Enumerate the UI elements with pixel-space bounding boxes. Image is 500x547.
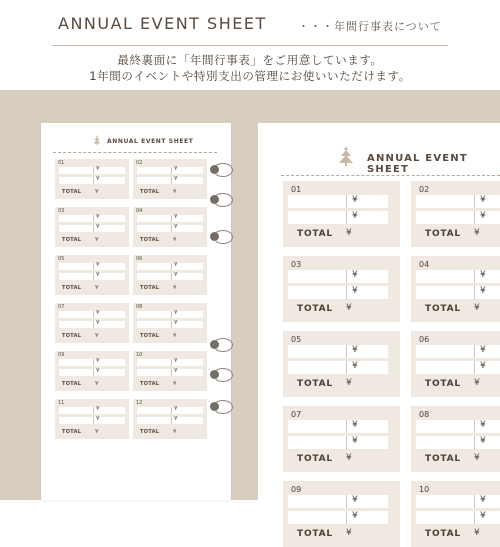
yen-sign: ¥ — [480, 436, 486, 446]
small-sheet-preview — [41, 123, 231, 500]
month-card — [283, 481, 400, 547]
total-label: TOTAL — [140, 237, 160, 243]
amount-row — [137, 273, 203, 280]
month-card — [283, 181, 400, 247]
yen-sign: ¥ — [174, 368, 178, 374]
yen-sign: ¥ — [352, 420, 358, 430]
yen-sign: ¥ — [95, 333, 99, 339]
divider — [52, 45, 448, 46]
row-divider — [171, 263, 172, 270]
row-divider — [171, 167, 172, 174]
yen-sign: ¥ — [174, 406, 178, 412]
yen-sign: ¥ — [96, 358, 100, 364]
amount-row — [59, 215, 125, 222]
yen-sign: ¥ — [480, 211, 486, 221]
month-card — [411, 181, 500, 247]
row-divider — [474, 286, 475, 299]
month-number: 07 — [291, 410, 302, 419]
total-label: TOTAL — [62, 333, 82, 339]
amount-row — [59, 359, 125, 366]
dotted-divider — [53, 152, 217, 153]
amount-row — [288, 495, 388, 508]
amount-row — [416, 195, 500, 208]
row-divider — [474, 211, 475, 224]
row-divider — [93, 321, 94, 328]
page-title: ANNUAL EVENT SHEET — [58, 14, 267, 33]
about-link[interactable]: ・・・年間行事表について — [298, 20, 442, 33]
yen-sign: ¥ — [96, 176, 100, 182]
amount-row — [137, 321, 203, 328]
month-number: 02 — [419, 185, 430, 194]
amount-row — [288, 286, 388, 299]
month-number: 04 — [136, 208, 143, 214]
month-card — [55, 255, 129, 295]
total-label: TOTAL — [62, 381, 82, 387]
amount-row — [416, 211, 500, 224]
yen-sign: ¥ — [352, 436, 358, 446]
row-divider — [346, 495, 347, 508]
yen-sign: ¥ — [346, 453, 352, 463]
yen-sign: ¥ — [174, 272, 178, 278]
yen-sign: ¥ — [95, 429, 99, 435]
yen-sign: ¥ — [95, 237, 99, 243]
month-card — [411, 331, 500, 397]
row-divider — [93, 177, 94, 184]
yen-sign: ¥ — [174, 320, 178, 326]
row-divider — [93, 167, 94, 174]
yen-sign: ¥ — [352, 270, 358, 280]
row-divider — [346, 511, 347, 524]
binder-ring-icon — [213, 163, 233, 177]
month-card — [411, 256, 500, 322]
month-card — [133, 351, 207, 391]
month-card — [133, 399, 207, 439]
row-divider — [346, 211, 347, 224]
month-number: 07 — [58, 304, 65, 310]
yen-sign: ¥ — [173, 333, 177, 339]
total-label: TOTAL — [297, 304, 333, 314]
month-number: 06 — [136, 256, 143, 262]
row-divider — [346, 436, 347, 449]
row-divider — [346, 270, 347, 283]
yen-sign: ¥ — [173, 429, 177, 435]
row-divider — [474, 195, 475, 208]
yen-sign: ¥ — [346, 303, 352, 313]
yen-sign: ¥ — [96, 262, 100, 268]
amount-row — [416, 361, 500, 374]
amount-row — [137, 263, 203, 270]
month-card — [133, 159, 207, 199]
amount-row — [416, 436, 500, 449]
total-label: TOTAL — [62, 189, 82, 195]
amount-row — [59, 273, 125, 280]
total-label: TOTAL — [297, 229, 333, 239]
row-divider — [171, 215, 172, 222]
total-label: TOTAL — [425, 454, 461, 464]
description-line-2: 1年間のイベントや特別支出の管理にお使いいただけます。 — [89, 69, 411, 83]
month-card — [411, 406, 500, 472]
row-divider — [346, 195, 347, 208]
yen-sign: ¥ — [352, 286, 358, 296]
month-number: 09 — [291, 485, 302, 494]
amount-row — [137, 359, 203, 366]
amount-row — [137, 225, 203, 232]
total-label: TOTAL — [425, 304, 461, 314]
month-number: 06 — [419, 335, 430, 344]
total-label: TOTAL — [62, 237, 82, 243]
month-number: 03 — [58, 208, 65, 214]
yen-sign: ¥ — [173, 381, 177, 387]
row-divider — [346, 361, 347, 374]
yen-sign: ¥ — [346, 228, 352, 238]
row-divider — [474, 345, 475, 358]
month-number: 09 — [58, 352, 65, 358]
row-divider — [474, 511, 475, 524]
month-card — [411, 481, 500, 547]
amount-row — [59, 417, 125, 424]
yen-sign: ¥ — [352, 211, 358, 221]
row-divider — [93, 407, 94, 414]
total-label: TOTAL — [62, 429, 82, 435]
amount-row — [59, 263, 125, 270]
amount-row — [288, 436, 388, 449]
total-label: TOTAL — [140, 189, 160, 195]
yen-sign: ¥ — [96, 214, 100, 220]
description-line-1: 最終裏面に「年間行事表」をご用意しています。 — [117, 53, 383, 67]
large-sheet-title: ANNUAL EVENT SHEET — [367, 153, 468, 175]
amount-row — [137, 311, 203, 318]
month-card — [283, 331, 400, 397]
row-divider — [171, 407, 172, 414]
yen-sign: ¥ — [96, 368, 100, 374]
yen-sign: ¥ — [480, 345, 486, 355]
month-card — [55, 159, 129, 199]
yen-sign: ¥ — [480, 495, 486, 505]
amount-row — [137, 167, 203, 174]
row-divider — [474, 420, 475, 433]
row-divider — [346, 286, 347, 299]
yen-sign: ¥ — [480, 361, 486, 371]
month-number: 10 — [136, 352, 143, 358]
amount-row — [59, 369, 125, 376]
yen-sign: ¥ — [174, 166, 178, 172]
yen-sign: ¥ — [174, 310, 178, 316]
month-number: 01 — [58, 160, 65, 166]
row-divider — [93, 417, 94, 424]
yen-sign: ¥ — [474, 378, 480, 388]
yen-sign: ¥ — [96, 272, 100, 278]
month-number: 12 — [136, 400, 143, 406]
yen-sign: ¥ — [352, 361, 358, 371]
row-divider — [93, 263, 94, 270]
row-divider — [93, 225, 94, 232]
yen-sign: ¥ — [96, 310, 100, 316]
month-card — [55, 351, 129, 391]
yen-sign: ¥ — [174, 262, 178, 268]
row-divider — [171, 321, 172, 328]
total-label: TOTAL — [140, 285, 160, 291]
yen-sign: ¥ — [352, 345, 358, 355]
month-number: 04 — [419, 260, 430, 269]
amount-row — [416, 270, 500, 283]
row-divider — [171, 225, 172, 232]
month-card — [55, 303, 129, 343]
amount-row — [416, 286, 500, 299]
yen-sign: ¥ — [474, 453, 480, 463]
yen-sign: ¥ — [474, 228, 480, 238]
month-number: 03 — [291, 260, 302, 269]
month-number: 08 — [136, 304, 143, 310]
yen-sign: ¥ — [95, 381, 99, 387]
yen-sign: ¥ — [95, 285, 99, 291]
row-divider — [171, 359, 172, 366]
total-label: TOTAL — [140, 381, 160, 387]
row-divider — [346, 420, 347, 433]
row-divider — [171, 311, 172, 318]
ornament-icon — [338, 146, 354, 166]
month-card — [283, 256, 400, 322]
amount-row — [416, 345, 500, 358]
row-divider — [474, 436, 475, 449]
row-divider — [346, 345, 347, 358]
amount-row — [59, 167, 125, 174]
month-number: 11 — [58, 400, 65, 406]
total-label: TOTAL — [140, 333, 160, 339]
amount-row — [288, 361, 388, 374]
month-card — [133, 303, 207, 343]
small-sheet-title: ANNUAL EVENT SHEET — [107, 138, 194, 145]
total-label: TOTAL — [62, 285, 82, 291]
yen-sign: ¥ — [174, 224, 178, 230]
yen-sign: ¥ — [96, 406, 100, 412]
month-card — [283, 406, 400, 472]
month-card — [55, 207, 129, 247]
yen-sign: ¥ — [96, 224, 100, 230]
large-sheet-preview — [258, 123, 500, 539]
amount-row — [288, 270, 388, 283]
row-divider — [93, 311, 94, 318]
yen-sign: ¥ — [174, 214, 178, 220]
yen-sign: ¥ — [174, 358, 178, 364]
amount-row — [59, 225, 125, 232]
yen-sign: ¥ — [480, 270, 486, 280]
row-divider — [171, 273, 172, 280]
month-number: 05 — [58, 256, 65, 262]
amount-row — [137, 417, 203, 424]
binder-ring-icon — [213, 230, 233, 244]
total-label: TOTAL — [297, 454, 333, 464]
row-divider — [171, 417, 172, 424]
yen-sign: ¥ — [480, 420, 486, 430]
amount-row — [416, 495, 500, 508]
month-number: 02 — [136, 160, 143, 166]
binder-ring-icon — [213, 338, 233, 352]
binder-ring-icon — [213, 368, 233, 382]
row-divider — [171, 369, 172, 376]
row-divider — [474, 361, 475, 374]
yen-sign: ¥ — [474, 528, 480, 538]
yen-sign: ¥ — [346, 528, 352, 538]
row-divider — [93, 369, 94, 376]
amount-row — [288, 195, 388, 208]
amount-row — [137, 215, 203, 222]
amount-row — [416, 511, 500, 524]
total-label: TOTAL — [425, 379, 461, 389]
amount-row — [288, 211, 388, 224]
yen-sign: ¥ — [173, 237, 177, 243]
total-label: TOTAL — [425, 229, 461, 239]
yen-sign: ¥ — [173, 189, 177, 195]
month-card — [55, 399, 129, 439]
month-number: 05 — [291, 335, 302, 344]
total-label: TOTAL — [297, 529, 333, 539]
amount-row — [59, 311, 125, 318]
yen-sign: ¥ — [174, 176, 178, 182]
amount-row — [288, 511, 388, 524]
amount-row — [137, 369, 203, 376]
header-area — [0, 0, 500, 90]
yen-sign: ¥ — [174, 416, 178, 422]
yen-sign: ¥ — [96, 166, 100, 172]
amount-row — [137, 407, 203, 414]
amount-row — [288, 420, 388, 433]
yen-sign: ¥ — [480, 195, 486, 205]
amount-row — [59, 177, 125, 184]
amount-row — [59, 321, 125, 328]
row-divider — [474, 495, 475, 508]
month-card — [133, 255, 207, 295]
month-number: 01 — [291, 185, 302, 194]
total-label: TOTAL — [140, 429, 160, 435]
amount-row — [288, 345, 388, 358]
yen-sign: ¥ — [352, 511, 358, 521]
ornament-icon — [93, 135, 101, 145]
row-divider — [474, 270, 475, 283]
row-divider — [171, 177, 172, 184]
yen-sign: ¥ — [474, 303, 480, 313]
dotted-divider — [281, 175, 500, 176]
total-label: TOTAL — [425, 529, 461, 539]
month-card — [133, 207, 207, 247]
yen-sign: ¥ — [95, 189, 99, 195]
row-divider — [93, 359, 94, 366]
yen-sign: ¥ — [352, 195, 358, 205]
binder-ring-icon — [213, 400, 233, 414]
yen-sign: ¥ — [173, 285, 177, 291]
row-divider — [93, 215, 94, 222]
amount-row — [59, 407, 125, 414]
yen-sign: ¥ — [96, 416, 100, 422]
total-label: TOTAL — [297, 379, 333, 389]
yen-sign: ¥ — [480, 286, 486, 296]
yen-sign: ¥ — [96, 320, 100, 326]
yen-sign: ¥ — [352, 495, 358, 505]
amount-row — [137, 177, 203, 184]
yen-sign: ¥ — [346, 378, 352, 388]
row-divider — [93, 273, 94, 280]
binder-ring-icon — [213, 193, 233, 207]
month-number: 10 — [419, 485, 430, 494]
yen-sign: ¥ — [480, 511, 486, 521]
month-number: 08 — [419, 410, 430, 419]
amount-row — [416, 420, 500, 433]
